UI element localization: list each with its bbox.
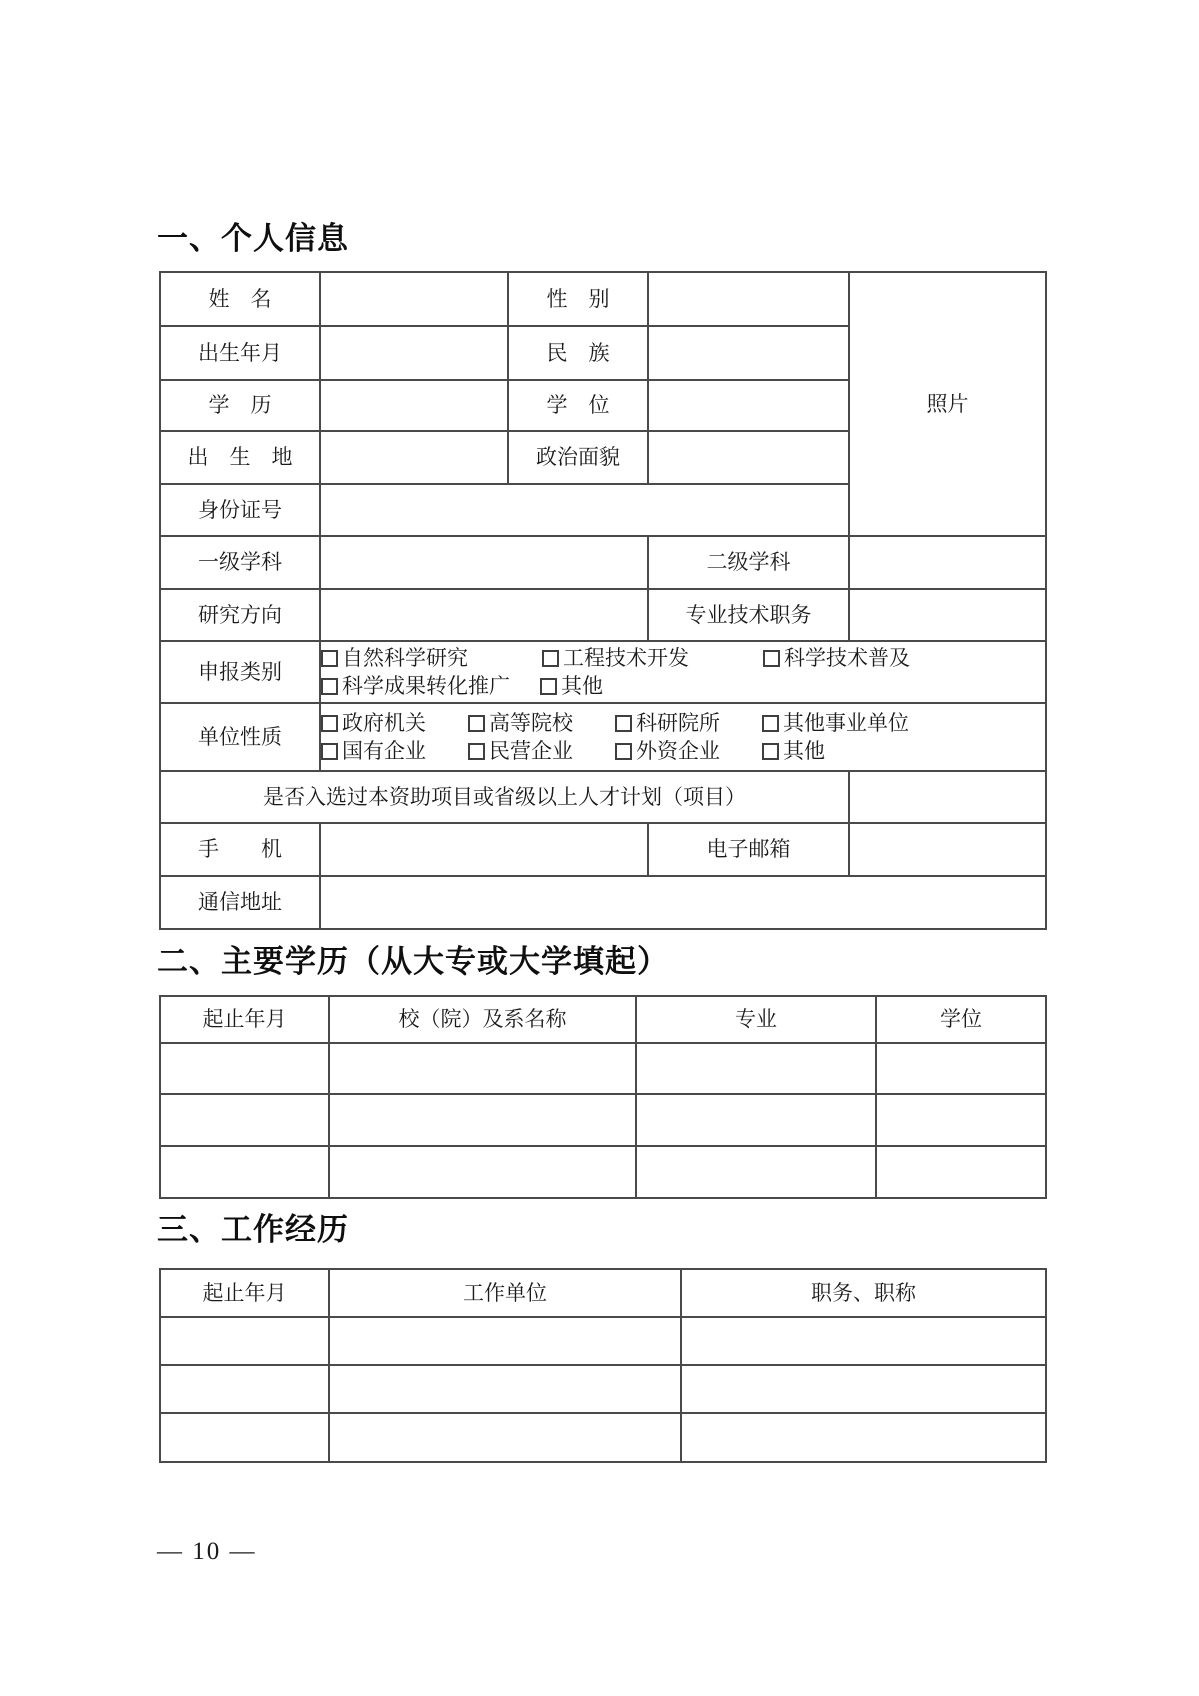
organization-type-options-line2 [321,737,1045,765]
primary-discipline-value-cell [320,536,648,589]
checkbox-icon [321,650,338,667]
mobile-label: 手 机 [160,823,320,876]
education-row [160,1094,1046,1146]
option-university [468,710,573,736]
email-value-cell [849,823,1046,876]
option-other-org [762,738,825,764]
checkbox-icon [468,743,485,760]
organization-type-options-cell [320,703,1046,771]
email-label: 电子邮箱 [648,823,849,876]
birth-date-value-cell [320,326,508,380]
option-label: 民营企业 [489,738,573,763]
application-category-options-line2 [321,672,1045,700]
education-period-cell [160,1043,329,1094]
gender-label: 性 别 [508,272,648,326]
education-table [159,995,1047,1199]
education-major-cell [636,1094,876,1146]
ethnicity-value-cell [648,326,849,380]
education-degree-cell [876,1094,1046,1146]
birth-date-label: 出生年月 [160,326,320,380]
political-status-value-cell [648,431,849,484]
option-research-institute [615,710,720,736]
mailing-address-label: 通信地址 [160,876,320,929]
personal-info-table [159,271,1047,930]
option-foreign-enterprise [615,738,720,764]
option-label: 科学技术普及 [784,645,910,670]
work-title-cell [681,1317,1046,1365]
education-col-degree: 学位 [876,996,1046,1043]
education-header-row [160,996,1046,1043]
education-col-school: 校（院）及系名称 [329,996,636,1043]
work-title-cell [681,1365,1046,1413]
name-label: 姓 名 [160,272,320,326]
section-education-heading: 二、主要学历（从大专或大学填起） [157,944,669,979]
page-number: — 10 — [157,1538,257,1565]
work-col-period: 起止年月 [160,1269,329,1317]
work-employer-cell [329,1317,681,1365]
work-row [160,1365,1046,1413]
organization-type-options-line1 [321,709,1045,737]
secondary-discipline-value-cell [849,536,1046,589]
education-period-cell [160,1146,329,1198]
degree-label: 学 位 [508,380,648,431]
work-period-cell [160,1413,329,1462]
option-engineering-tech [542,645,689,671]
birthplace-label: 出 生 地 [160,431,320,484]
education-col-major: 专业 [636,996,876,1043]
birthplace-value-cell [320,431,508,484]
checkbox-icon [542,650,559,667]
option-label: 工程技术开发 [563,645,689,670]
education-row [160,1146,1046,1198]
mailing-address-value-cell [320,876,1046,929]
option-label: 其他 [561,673,603,698]
option-natural-science [321,645,468,671]
work-title-cell [681,1413,1046,1462]
education-major-cell [636,1146,876,1198]
education-major-cell [636,1043,876,1094]
checkbox-icon [321,678,338,695]
ethnicity-label: 民 族 [508,326,648,380]
work-row [160,1317,1046,1365]
degree-value-cell [648,380,849,431]
talent-plan-question-label: 是否入选过本资助项目或省级以上人才计划（项目） [160,771,849,823]
political-status-label: 政治面貌 [508,431,648,484]
education-school-cell [329,1043,636,1094]
checkbox-icon [321,743,338,760]
education-school-cell [329,1094,636,1146]
application-category-options-line1 [321,644,1045,672]
organization-type-label: 单位性质 [160,703,320,771]
checkbox-icon [540,678,557,695]
option-label: 国有企业 [342,738,426,763]
id-number-value-cell [320,484,849,536]
education-degree-cell [876,1043,1046,1094]
work-employer-cell [329,1413,681,1462]
secondary-discipline-label: 二级学科 [648,536,849,589]
talent-plan-answer-cell [849,771,1046,823]
checkbox-icon [321,715,338,732]
option-government [321,710,426,736]
work-period-cell [160,1365,329,1413]
mobile-value-cell [320,823,648,876]
option-label: 外资企业 [636,738,720,763]
education-label: 学 历 [160,380,320,431]
section-personal-heading: 一、个人信息 [157,221,349,256]
option-label: 科学成果转化推广 [342,673,510,698]
option-achievement-transfer [321,673,510,699]
application-category-options-cell [320,641,1046,703]
section-work-heading: 三、工作经历 [157,1212,349,1247]
photo-cell: 照片 [849,272,1046,536]
education-row [160,1043,1046,1094]
gender-value-cell [648,272,849,326]
option-private-enterprise [468,738,573,764]
professional-title-value-cell [849,589,1046,641]
checkbox-icon [615,743,632,760]
work-header-row [160,1269,1046,1317]
work-table [159,1268,1047,1463]
option-science-popularization [763,645,910,671]
option-label: 自然科学研究 [342,645,468,670]
research-direction-label: 研究方向 [160,589,320,641]
work-employer-cell [329,1365,681,1413]
checkbox-icon [762,715,779,732]
education-value-cell [320,380,508,431]
option-label: 政府机关 [342,710,426,735]
professional-title-label: 专业技术职务 [648,589,849,641]
education-col-period: 起止年月 [160,996,329,1043]
option-other-category [540,673,603,699]
option-other-public-institution [762,710,909,736]
education-school-cell [329,1146,636,1198]
checkbox-icon [615,715,632,732]
checkbox-icon [763,650,780,667]
application-category-label: 申报类别 [160,641,320,703]
work-row [160,1413,1046,1462]
work-col-title: 职务、职称 [681,1269,1046,1317]
education-period-cell [160,1094,329,1146]
option-label: 其他事业单位 [783,710,909,735]
option-state-owned-enterprise [321,738,426,764]
option-label: 高等院校 [489,710,573,735]
name-value-cell [320,272,508,326]
checkbox-icon [468,715,485,732]
id-number-label: 身份证号 [160,484,320,536]
option-label: 其他 [783,738,825,763]
work-period-cell [160,1317,329,1365]
checkbox-icon [762,743,779,760]
primary-discipline-label: 一级学科 [160,536,320,589]
research-direction-value-cell [320,589,648,641]
option-label: 科研院所 [636,710,720,735]
work-col-employer: 工作单位 [329,1269,681,1317]
education-degree-cell [876,1146,1046,1198]
